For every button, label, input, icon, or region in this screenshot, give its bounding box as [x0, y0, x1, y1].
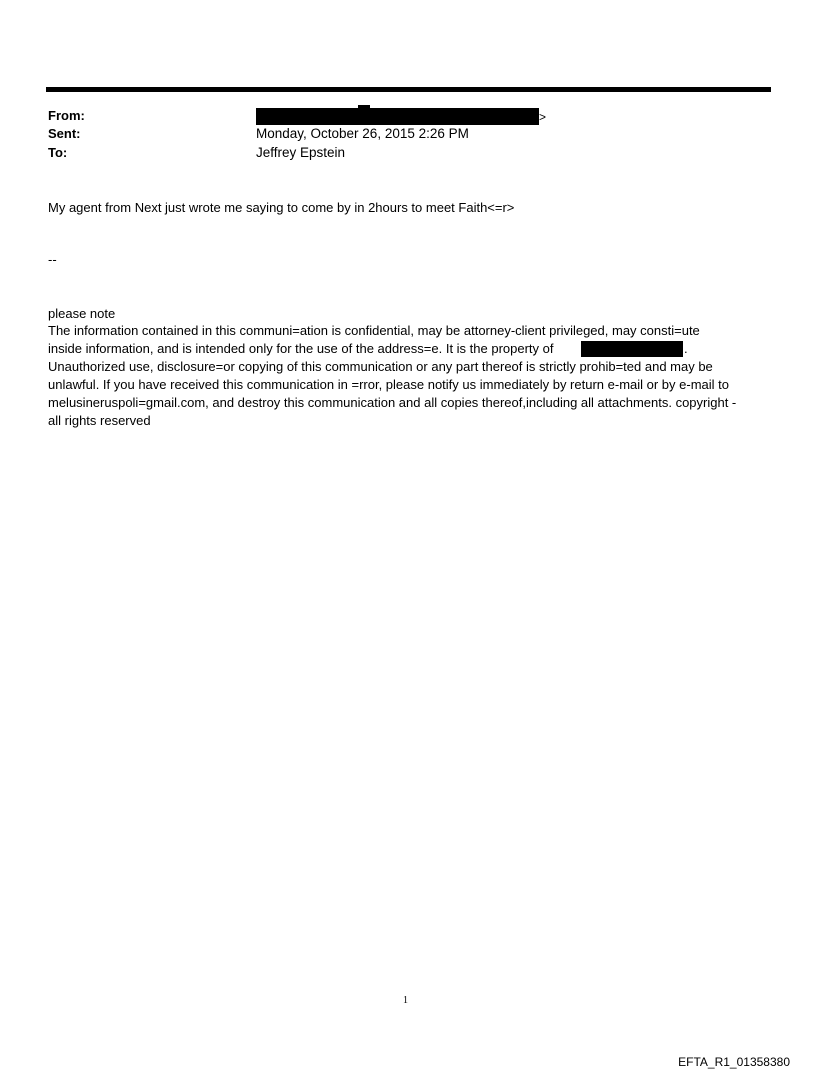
redacted-owner: [581, 341, 683, 357]
header-divider: [46, 87, 771, 92]
disclaimer-line-end: .: [684, 341, 688, 356]
redacted-sender-fragment: [358, 105, 370, 109]
message-text: My agent from Next just wrote me saying to come by in 2hours to meet Faith<=r>: [48, 200, 515, 215]
note-heading: please note: [48, 306, 116, 321]
from-label: From:: [48, 108, 85, 123]
to-value: Jeffrey Epstein: [256, 145, 346, 160]
sent-label: Sent:: [48, 126, 81, 141]
disclaimer-line: melusineruspoli=gmail.com, and destroy this communication and all copies thereof,including all attachments. copyright -: [48, 395, 737, 410]
disclaimer-line: The information contained in this communi=ation is confidential, may be attorney-client privileged, may consti=ute: [48, 323, 700, 338]
signature-separator: --: [48, 252, 57, 267]
disclaimer-line: inside information, and is intended only for the use of the address=e. It is the property of: [48, 341, 554, 356]
sent-value: Monday, October 26, 2015 2:26 PM: [256, 126, 469, 141]
disclaimer-line: unlawful. If you have received this communication in =rror, please notify us immediately by return e-mail or by e-mail to: [48, 377, 729, 392]
redacted-sender: [256, 108, 539, 125]
disclaimer-line: all rights reserved: [48, 413, 151, 428]
page-number: 1: [403, 995, 408, 1006]
to-label: To:: [48, 145, 68, 160]
from-suffix: >: [539, 110, 547, 124]
document-id: EFTA_R1_01358380: [678, 1055, 790, 1069]
disclaimer-line: Unauthorized use, disclosure=or copying of this communication or any part thereof is strictly prohib=ted and may be: [48, 359, 713, 374]
